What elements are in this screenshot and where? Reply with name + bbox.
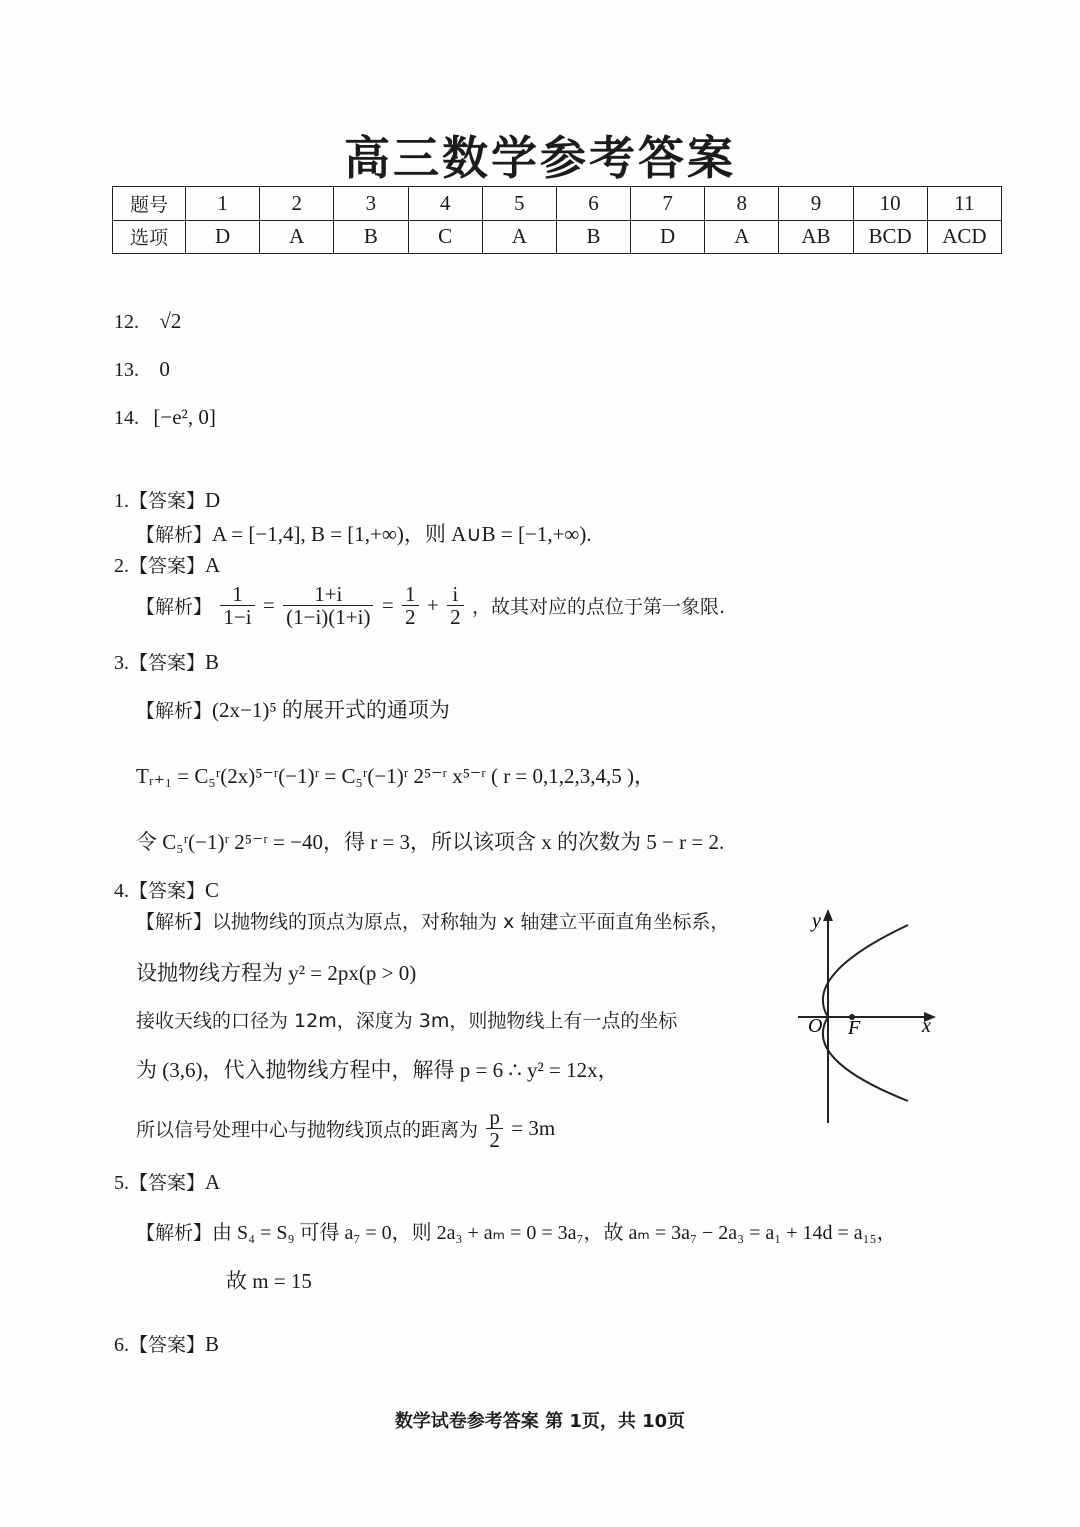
answer-choice-cell: A (260, 220, 334, 254)
q4-equation-line: 设抛物线方程为 y² = 2px(p > 0) (136, 961, 417, 985)
answer-choice-cell: BCD (853, 220, 927, 254)
question-number-cell: 7 (631, 187, 705, 221)
q4-text-line: 接收天线的口径为 12m，深度为 3m，则抛物线上有一点的坐标 (136, 1010, 678, 1032)
answer-tag: 【答案】 (129, 490, 206, 512)
question-number: 4. (114, 880, 129, 902)
answer-choice-cell: B (334, 220, 408, 254)
analysis-tag: 【解析】 (136, 700, 213, 722)
q1-answer-line (114, 486, 220, 513)
fill-in-answer-13 (114, 357, 170, 382)
answer-value: B (205, 1332, 220, 1356)
answer-tag: 【答案】 (129, 880, 206, 902)
fraction-numerator: 1 (220, 583, 254, 606)
q3-general-term-line: Tᵣ₊₁ = C₅ʳ(2x)⁵⁻ʳ(−1)ʳ = C₅ʳ(−1)ʳ 2⁵⁻ʳ x⁵⁻ʳ ( r = 0,1,2,3,4,5 )， (136, 764, 656, 788)
q5-analysis-line (136, 1216, 897, 1245)
q4-conclusion-line (136, 1106, 555, 1151)
q2-analysis-line (136, 583, 725, 628)
fraction (486, 1106, 503, 1151)
answer-choice-cell: D (186, 220, 260, 254)
fill-in-answer-12 (114, 309, 181, 334)
answer-choice-cell: AB (779, 220, 853, 254)
fraction (447, 583, 464, 628)
question-number-cell: 1 (186, 187, 260, 221)
question-number: 13. (114, 359, 139, 381)
table-header-cell: 选项 (113, 220, 186, 254)
answer-value: D (205, 488, 221, 512)
analysis-tag: 【解析】 (136, 1222, 213, 1244)
question-number-cell: 2 (260, 187, 334, 221)
question-number: 5. (114, 1172, 129, 1194)
fraction-denominator: 2 (405, 605, 416, 629)
y-axis-arrow-icon (823, 909, 833, 921)
answer-value: B (205, 650, 220, 674)
plus-sign: + (426, 593, 439, 617)
fraction-denominator: 2 (450, 605, 461, 629)
fraction-denominator: 1−i (223, 605, 252, 629)
fraction-denominator: (1−i)(1+i) (286, 605, 371, 629)
x-axis-label: x (922, 1015, 931, 1037)
analysis-text: 由 S₄ = S₉ 可得 a₇ = 0，则 2a₃ + aₘ = 0 = 3a₇，故 aₘ = 3a₇ − 2a₃ = a₁ + 14d = a₁₅， (212, 1222, 897, 1244)
q6-answer-line (114, 1330, 219, 1357)
question-number-cell: 3 (334, 187, 408, 221)
origin-label: O (808, 1015, 823, 1037)
analysis-tag: 【解析】 (136, 596, 213, 618)
table-row (113, 187, 1002, 221)
answer-value: A (205, 553, 221, 577)
answer-choice-cell: ACD (927, 220, 1001, 254)
q2-answer-line (114, 551, 220, 578)
question-number: 2. (114, 555, 129, 577)
parabola-curve (823, 925, 908, 1101)
fraction-numerator: p (486, 1106, 503, 1129)
question-number: 14. (114, 407, 139, 429)
answer-tag: 【答案】 (129, 1172, 206, 1194)
fraction (283, 583, 373, 628)
analysis-text: ，故其对应的点位于第一象限. (471, 596, 725, 618)
analysis-text: 以抛物线的顶点为原点，对称轴为 x 轴建立平面直角坐标系， (212, 911, 730, 933)
question-number-cell: 9 (779, 187, 853, 221)
answer-value: √2 (159, 309, 182, 333)
answer-tag: 【答案】 (129, 555, 206, 577)
equals-sign: = (262, 593, 275, 617)
fill-in-answer-14 (114, 405, 216, 430)
answer-table (112, 186, 1002, 254)
answer-choice-cell: B (556, 220, 630, 254)
answer-choice-cell: C (408, 220, 482, 254)
fraction (402, 583, 419, 628)
analysis-tag: 【解析】 (136, 911, 213, 933)
question-number-cell: 10 (853, 187, 927, 221)
q3-result-line: 令 C₅ʳ(−1)ʳ 2⁵⁻ʳ = −40，得 r = 3，所以该项含 x 的次数为 5 − r = 2. (136, 830, 725, 854)
answer-tag: 【答案】 (129, 652, 206, 674)
answer-choice-cell: D (631, 220, 705, 254)
question-number: 12. (114, 311, 139, 333)
page-footer: 数学试卷参考答案 第 1页，共 10页 (394, 1411, 686, 1432)
analysis-text: = 3m (511, 1116, 556, 1140)
q4-substitution-line: 为 (3,6)，代入抛物线方程中，解得 p = 6 ∴ y² = 12x， (136, 1058, 619, 1082)
question-number-cell: 8 (705, 187, 779, 221)
analysis-text: A = [−1,4], B = [1,+∞)，则 A∪B = [−1,+∞). (212, 522, 592, 546)
answer-value: A (205, 1170, 221, 1194)
table-header-cell: 题号 (113, 187, 186, 221)
q3-answer-line (114, 648, 219, 675)
page-title: 高三数学参考答案 (344, 131, 736, 185)
fraction-numerator: 1 (402, 583, 419, 606)
q1-analysis-line (136, 518, 592, 548)
answer-value: [−e², 0] (153, 405, 216, 429)
q5-result-line: 故 m = 15 (226, 1269, 312, 1293)
answer-tag: 【答案】 (129, 1334, 206, 1356)
fraction-numerator: 1+i (283, 583, 373, 606)
equals-sign: = (381, 593, 394, 617)
parabola-figure (790, 905, 950, 1127)
answer-value: C (205, 878, 220, 902)
analysis-tag: 【解析】 (136, 524, 213, 546)
fraction-denominator: 2 (489, 1128, 500, 1152)
analysis-text: (2x−1)⁵ 的展开式的通项为 (212, 698, 450, 722)
question-number-cell: 6 (556, 187, 630, 221)
answer-choice-cell: A (482, 220, 556, 254)
answer-choice-cell: A (705, 220, 779, 254)
question-number: 1. (114, 490, 129, 512)
question-number-cell: 5 (482, 187, 556, 221)
question-number: 3. (114, 652, 129, 674)
question-number-cell: 4 (408, 187, 482, 221)
analysis-text: 所以信号处理中心与抛物线顶点的距离为 (136, 1119, 479, 1141)
fraction-numerator: i (447, 583, 464, 606)
focus-label: F (848, 1017, 861, 1039)
table-row (113, 220, 1002, 254)
question-number: 6. (114, 1334, 129, 1356)
q4-analysis-line (136, 907, 729, 934)
question-number-cell: 11 (927, 187, 1001, 221)
answer-value: 0 (159, 357, 170, 381)
y-axis-label: y (812, 910, 821, 932)
fraction (220, 583, 254, 628)
q5-answer-line (114, 1168, 220, 1195)
q4-answer-line (114, 876, 219, 903)
q3-analysis-line (136, 694, 450, 724)
